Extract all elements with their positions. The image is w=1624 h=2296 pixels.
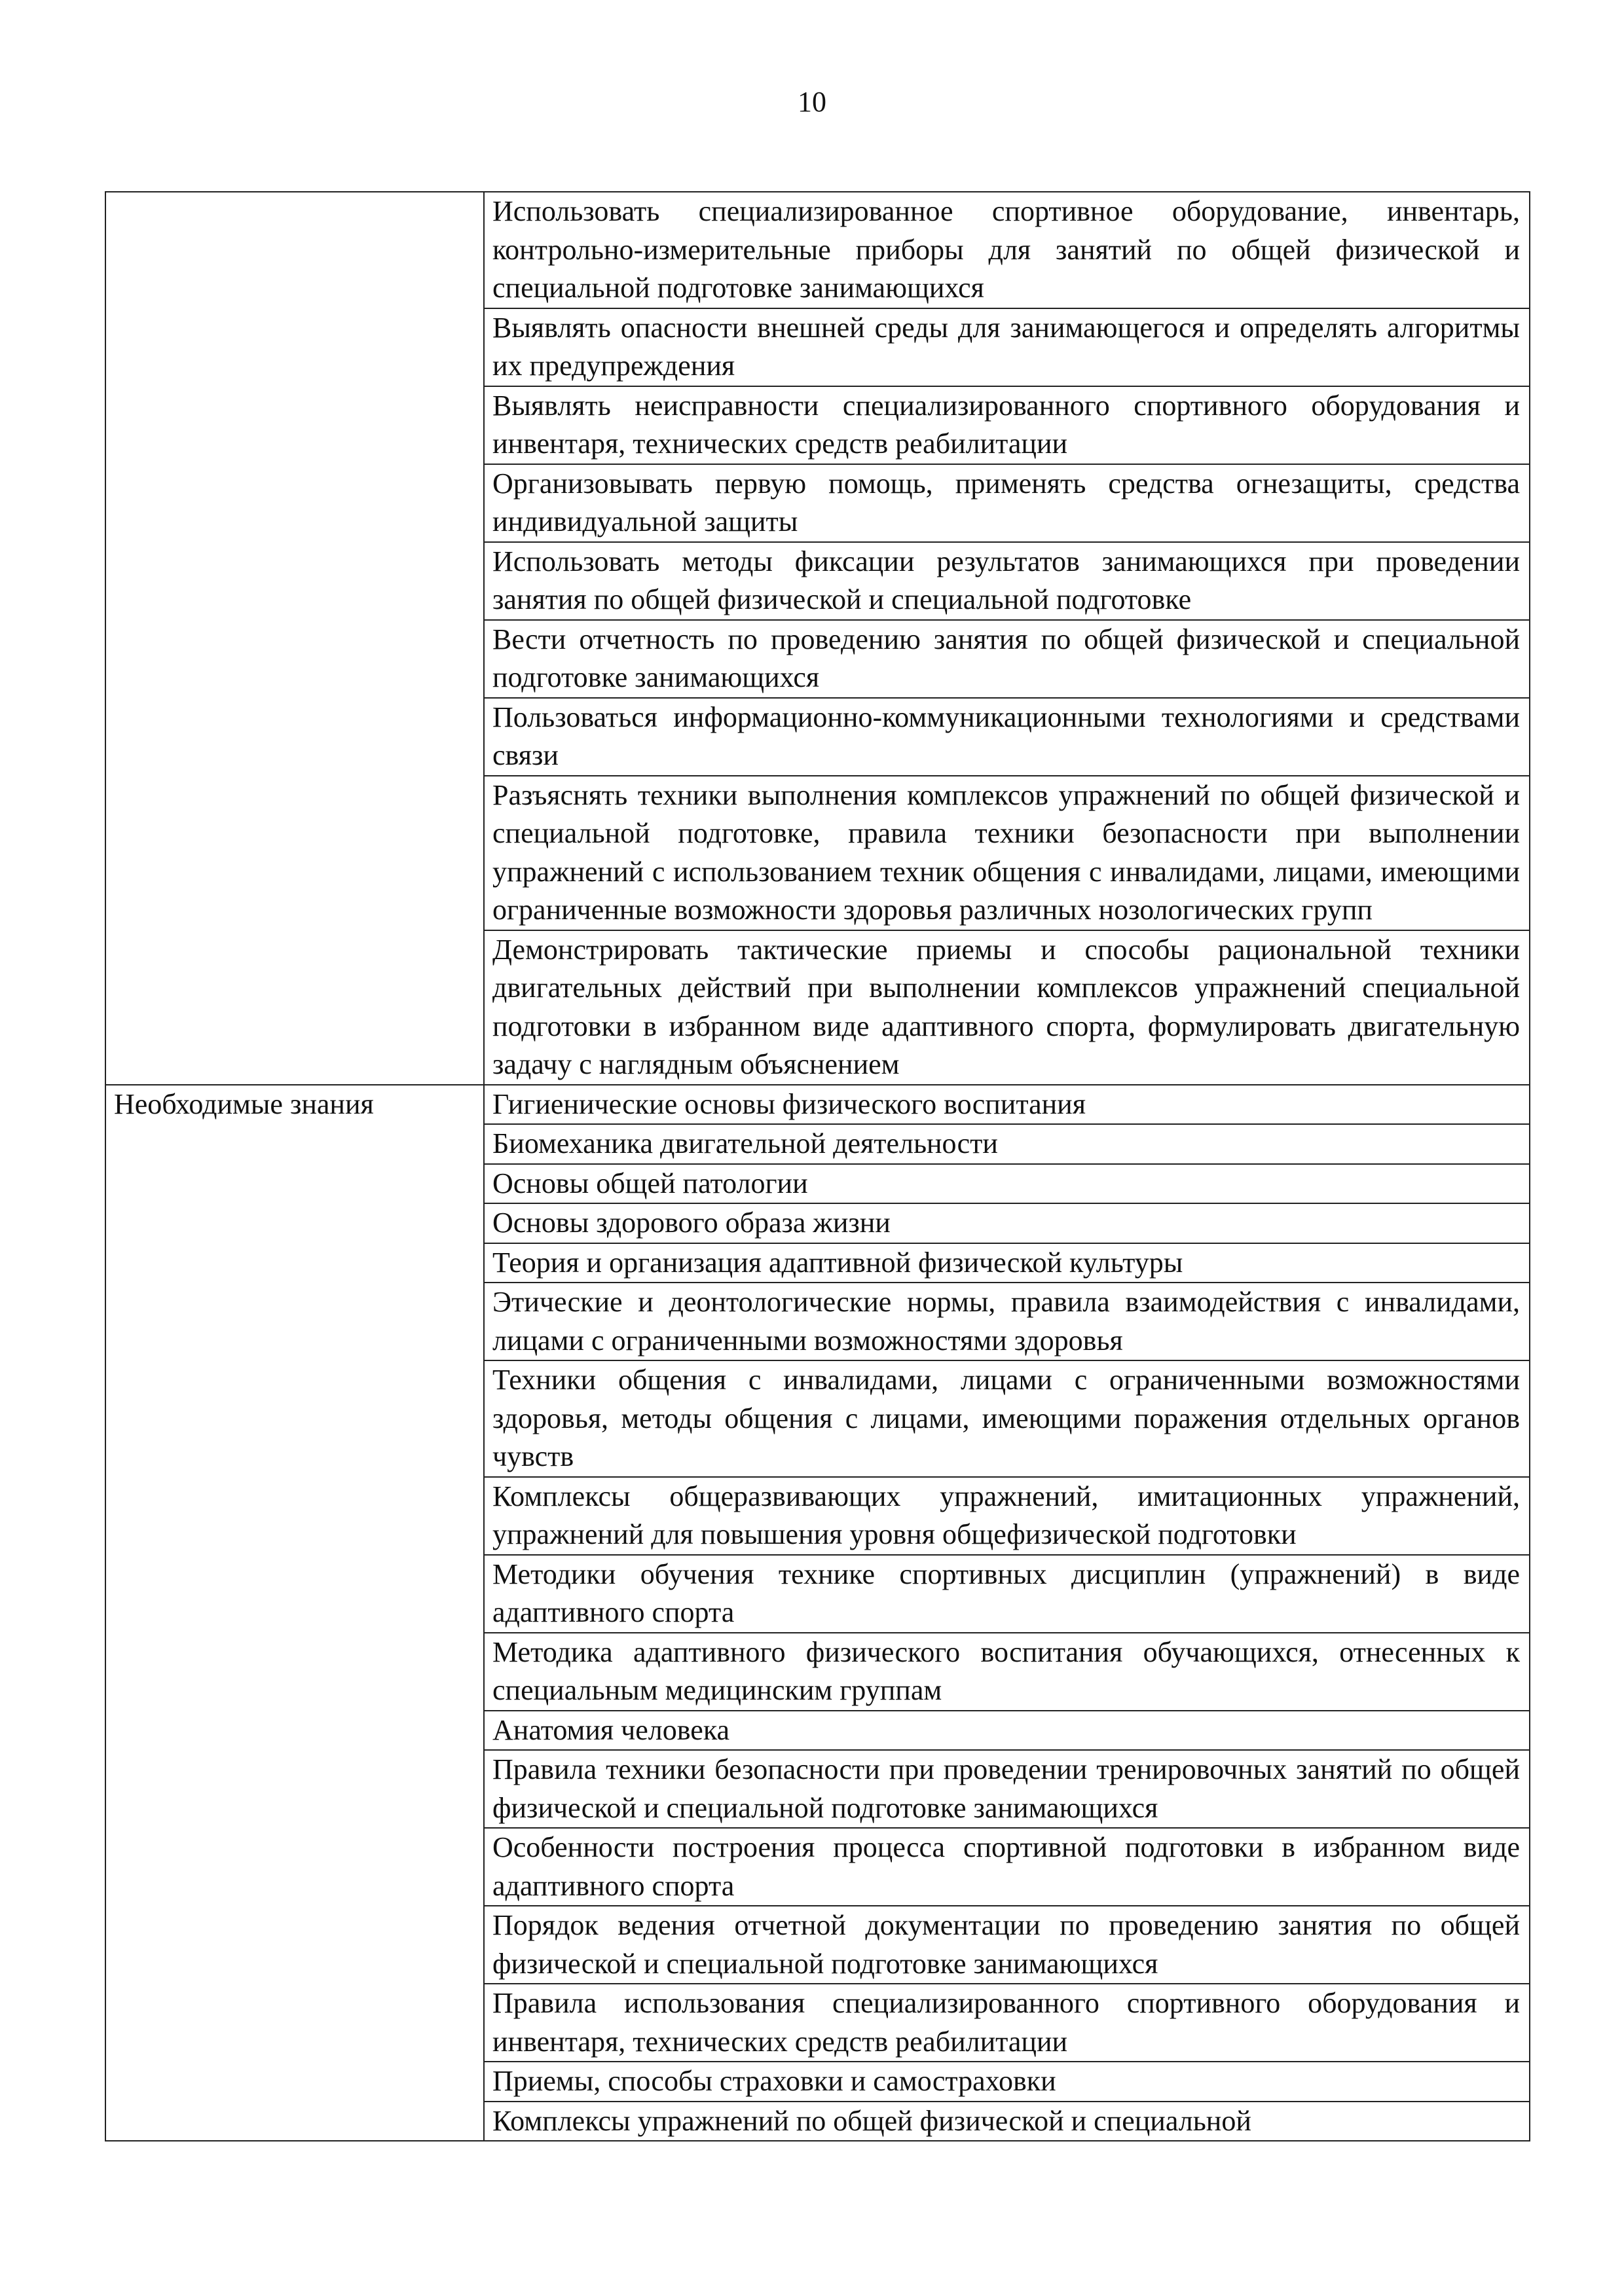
knowledge-item: Теория и организация адаптивной физической культуры [484,1243,1530,1283]
skill-item: Использовать специализированное спортивное оборудование, инвентарь, контрольно-измерительные приборы для занятий по общей физической и специальной подготовке занимающихся [484,192,1530,308]
page-number: 10 [798,86,826,118]
section-label-skills [105,192,484,1085]
skill-item: Разъяснять техники выполнения комплексов упражнений по общей физической и специальной подготовке, правила техники безопасности при выполнении упражнений с использованием техник общения с инвалидами, лицами, имеющими ограниченные возможности здоровья различных нозологических групп [484,776,1530,930]
knowledge-item: Правила техники безопасности при проведении тренировочных занятий по общей физической и специальной подготовке занимающихся [484,1750,1530,1828]
knowledge-item: Основы здорового образа жизни [484,1203,1530,1243]
knowledge-item: Комплексы общеразвивающих упражнений, имитационных упражнений, упражнений для повышения уровня общефизической подготовки [484,1477,1530,1555]
knowledge-item: Биомеханика двигательной деятельности [484,1124,1530,1164]
knowledge-item: Техники общения с инвалидами, лицами с ограниченными возможностями здоровья, методы общения с лицами, имеющими поражения отдельных органов чувств [484,1360,1530,1477]
knowledge-item: Методика адаптивного физического воспитания обучающихся, отнесенных к специальным медицинским группам [484,1633,1530,1711]
table-row [105,1085,1530,1125]
competency-table [105,191,1530,2141]
skill-item: Использовать методы фиксации результатов занимающихся при проведении занятия по общей физической и специальной подготовке [484,542,1530,620]
knowledge-item: Правила использования специализированного спортивного оборудования и инвентаря, технических средств реабилитации [484,1984,1530,2062]
skill-item: Демонстрировать тактические приемы и способы рациональной техники двигательных действий при выполнении комплексов упражнений специальной подготовки в избранном виде адаптивного спорта, формулировать двигательную задачу с наглядным объяснением [484,930,1530,1085]
knowledge-item: Анатомия человека [484,1711,1530,1751]
knowledge-item: Комплексы упражнений по общей физической и специальной [484,2102,1530,2141]
skill-item: Вести отчетность по проведению занятия по общей физической и специальной подготовке занимающихся [484,620,1530,698]
skill-item: Выявлять неисправности специализированного спортивного оборудования и инвентаря, технических средств реабилитации [484,386,1530,464]
knowledge-item: Порядок ведения отчетной документации по проведению занятия по общей физической и специальной подготовке занимающихся [484,1906,1530,1984]
knowledge-item: Приемы, способы страховки и самостраховки [484,2062,1530,2102]
table-row [105,192,1530,308]
skill-item: Пользоваться информационно-коммуникационными технологиями и средствами связи [484,698,1530,776]
skill-item: Выявлять опасности внешней среды для занимающегося и определять алгоритмы их предупреждения [484,308,1530,386]
knowledge-item: Этические и деонтологические нормы, правила взаимодействия с инвалидами, лицами с ограниченными возможностями здоровья [484,1283,1530,1360]
knowledge-item: Основы общей патологии [484,1164,1530,1204]
section-label-knowledge: Необходимые знания [105,1085,484,2141]
knowledge-item: Методики обучения технике спортивных дисциплин (упражнений) в виде адаптивного спорта [484,1555,1530,1633]
knowledge-item: Особенности построения процесса спортивной подготовки в избранном виде адаптивного спорта [484,1828,1530,1906]
knowledge-item: Гигиенические основы физического воспитания [484,1085,1530,1125]
skill-item: Организовывать первую помощь, применять средства огнезащиты, средства индивидуальной защиты [484,464,1530,542]
